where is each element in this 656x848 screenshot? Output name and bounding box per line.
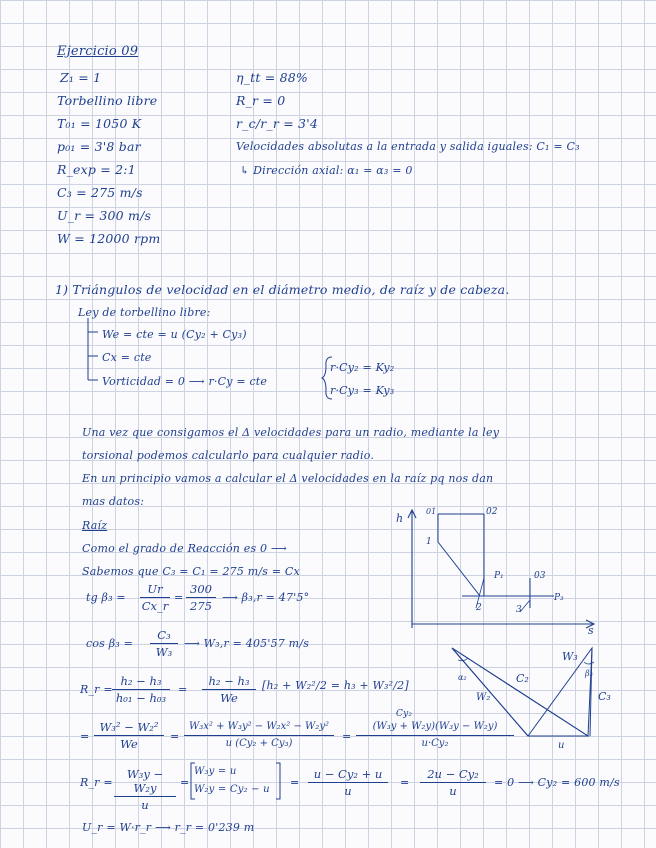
- raiz-heading: Raíz: [82, 519, 108, 532]
- rr2-equals-2: =: [290, 776, 300, 789]
- eq2-frac-1: $\frac{\text{W₃² − W₂²}}{We}$: [94, 720, 164, 751]
- axis-h-label: h: [396, 512, 404, 525]
- pressure-p1: P₁: [494, 571, 504, 581]
- rr-equals: =: [178, 683, 188, 696]
- cos-prefix: cos β₃ =: [86, 637, 134, 650]
- ley-ky3: r·Cy₃ = Ky₃: [330, 384, 395, 397]
- rr2-bracket-top: W₃y = u: [194, 766, 237, 777]
- label-w2: W₂: [476, 692, 491, 703]
- ley-title: Ley de torbellino libre:: [78, 306, 211, 319]
- state-02: 02: [486, 507, 498, 517]
- rr2-frac-3: $\frac{\text{2u − Cy₂}}{u}$: [420, 767, 486, 798]
- given-velocities: Velocidades absolutas a la entrada y salida iguales: C₁ = C₃: [236, 140, 580, 153]
- tg-frac-1: $\frac{Ur}{Cx\_r}$: [141, 582, 169, 613]
- eq2-note: Cy₂: [396, 709, 413, 719]
- given-vortex: Torbellino libre: [57, 93, 158, 108]
- eq2-equals: =: [80, 730, 90, 743]
- cos-result: ⟶ W₃,r = 405'57 m/s: [184, 637, 310, 650]
- raiz-line-2: Sabemos que C₃ = C₁ = 275 m/s = Cx: [82, 565, 300, 578]
- given-rr: R_r = 0: [236, 93, 286, 108]
- ley-item-vorticity: Vorticidad = 0 ⟶ r·Cy = cte: [102, 375, 268, 388]
- given-axial: ↳ Dirección axial: α₁ = α₃ = 0: [240, 164, 413, 177]
- rr2-frac-1: $\frac{\text{W₃y − W₂y}}{u}$: [114, 767, 176, 812]
- tg-prefix: tg β₃ =: [86, 591, 126, 604]
- given-eta: η_tt = 88%: [236, 70, 308, 85]
- ley-item-we: We = cte = u (Cy₂ + Cy₃): [102, 328, 247, 341]
- tg-equals: =: [174, 591, 184, 604]
- rr-frac-2: $\frac{\text{h₂ − h₃}}{We}$: [202, 674, 256, 705]
- rr2-frac-2: $\frac{\text{u − Cy₂ + u}}{u}$: [308, 767, 388, 798]
- rr2-bracket-bottom: W₂y = Cy₂ − u: [194, 784, 270, 795]
- rr-prefix: R_r =: [80, 683, 113, 696]
- eq2-equals-2: =: [170, 730, 180, 743]
- state-2: 2: [476, 603, 482, 613]
- label-u: u: [558, 740, 565, 751]
- label-beta3: β₃: [585, 669, 593, 678]
- given-ur: U_r = 300 m/s: [57, 208, 152, 223]
- rr-bracket: [h₂ + W₂²/2 = h₃ + W₃²/2]: [262, 679, 409, 692]
- ley-item-cx: Cx = cte: [102, 351, 152, 364]
- raiz-line-1: Como el grado de Reacción es 0 ⟶: [82, 542, 287, 555]
- given-w: W = 12000 rpm: [57, 231, 161, 246]
- rr2-prefix: R_r =: [80, 776, 113, 789]
- axis-s-label: s: [588, 624, 594, 637]
- state-03: 03: [534, 571, 546, 581]
- given-rexp: R_exp = 2:1: [57, 162, 136, 177]
- tg-result: ⟶ β₃,r = 47'5°: [222, 591, 310, 604]
- rr2-result: = 0 ⟶ Cy₂ = 600 m/s: [494, 776, 620, 789]
- para-line-4: mas datos:: [82, 495, 145, 508]
- label-w3: W₃: [562, 650, 578, 663]
- rr-frac-1: $\frac{\text{h₂ − h₃}}{\text{h₀₁ − h₀₃}}$: [112, 674, 170, 705]
- velocity-triangles: [440, 640, 620, 750]
- given-ratio: r_c/r_r = 3'4: [236, 116, 319, 131]
- state-1: 1: [426, 537, 432, 547]
- hs-diagram: [380, 500, 600, 640]
- cos-frac: $\frac{\text{C₃}}{\text{W₃}}$: [150, 628, 178, 659]
- label-alpha2: α₂: [458, 673, 467, 682]
- eq2-frac-2: $\frac{\text{W₃x² + W₃y² − W₂x² − W₂y²}}{\text{u (Cy₂ + Cy₃)}}$: [184, 720, 334, 751]
- exercise-title: Ejercicio 09: [57, 44, 139, 59]
- rr2-bracket-lines: [190, 762, 284, 800]
- given-t01: T₀₁ = 1050 K: [57, 116, 142, 131]
- tg-frac-2: $\frac{300}{275}$: [186, 582, 216, 613]
- rr2-equals-3: =: [400, 776, 410, 789]
- section-1-heading: 1) Triángulos de velocidad en el diámetro medio, de raíz y de cabeza.: [55, 282, 510, 297]
- state-01: 01: [426, 507, 437, 516]
- given-c3: C₃ = 275 m/s: [57, 185, 143, 200]
- pressure-p3: P₃: [554, 593, 564, 603]
- para-line-2: torsional podemos calcularlo para cualquier radio.: [82, 449, 375, 462]
- label-c3: C₃: [598, 690, 611, 703]
- eq2-frac-3: $\frac{\text{(W₃y + W₂y)(W₃y − W₂y)}}{\text{u·Cy₂}}$: [356, 720, 514, 751]
- given-p01: p₀₁ = 3'8 bar: [57, 139, 141, 154]
- para-line-1: Una vez que consigamos el Δ velocidades para un radio, mediante la ley: [82, 426, 500, 439]
- ley-ky2: r·Cy₂ = Ky₂: [330, 361, 395, 374]
- eq2-equals-3: =: [342, 730, 352, 743]
- label-c2: C₂: [516, 672, 529, 685]
- rr2-equals: =: [180, 776, 190, 789]
- radius-result: U_r = W·r_r ⟶ r_r = 0'239 m: [82, 821, 255, 834]
- given-z: Z₁ = 1: [60, 70, 102, 85]
- state-3: 3: [516, 605, 522, 615]
- para-line-3: En un principio vamos a calcular el Δ velocidades en la raíz pq nos dan: [82, 472, 494, 485]
